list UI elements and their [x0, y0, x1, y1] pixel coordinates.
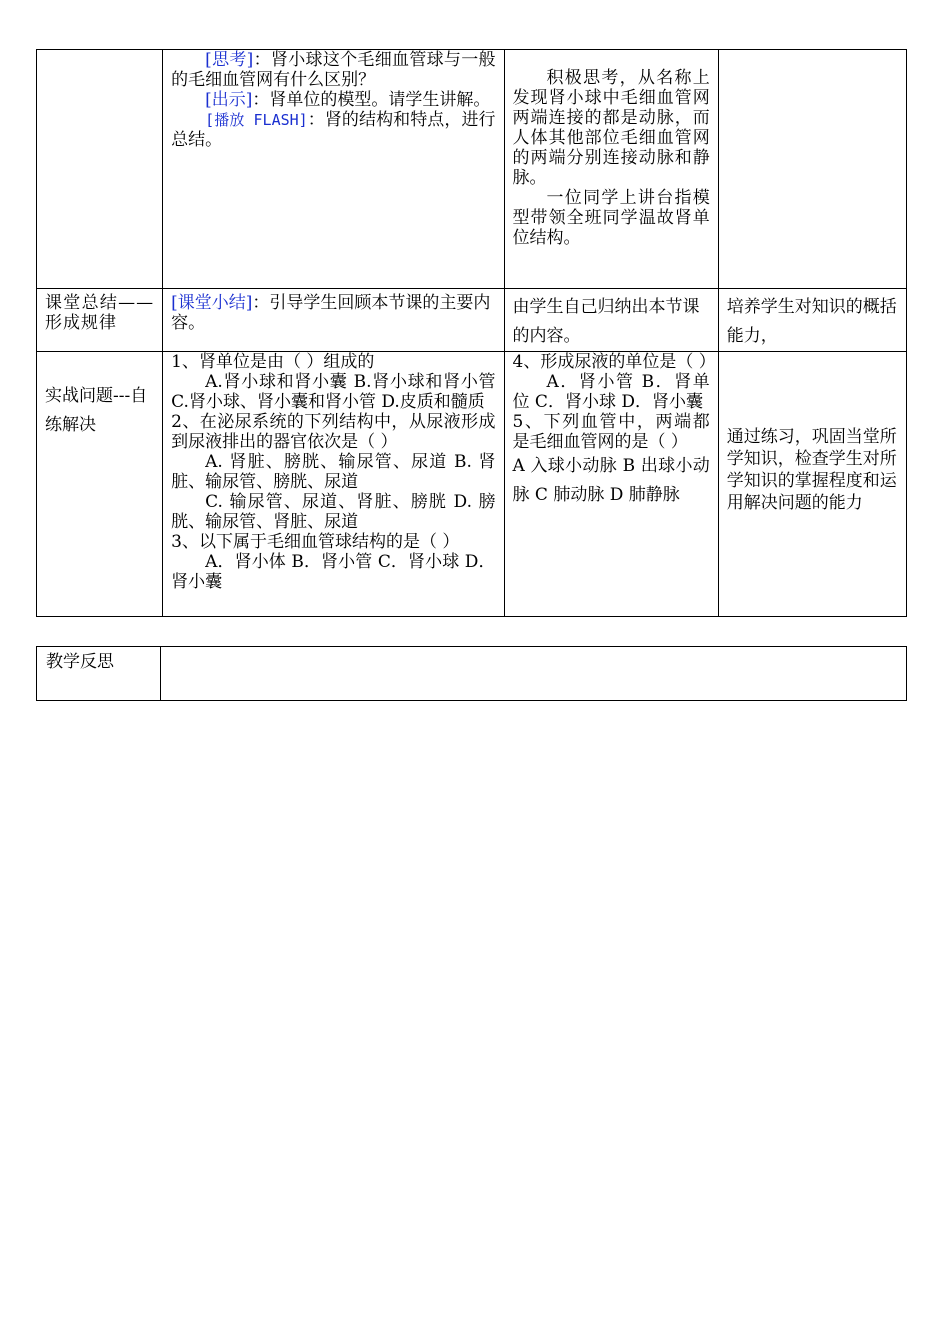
question-1: 1、肾单位是由（ ）组成的	[171, 352, 375, 372]
stage-label-summary: 课堂总结——形成规律	[45, 293, 155, 333]
play-flash: [播放 FLASH]：肾的结构和特点，进行总结。	[171, 110, 496, 150]
reflection-label: 教学反思	[46, 652, 114, 672]
question-1-options: A.肾小球和肾小囊 B.肾小球和肾小管 C.肾小球、肾小囊和肾小管 D.皮质和髓质	[171, 372, 496, 412]
question-2-options-ab: A. 肾脏、膀胱、输尿管、尿道 B. 肾脏、输尿管、膀胱、尿道	[171, 452, 496, 492]
cell-practice-questions-2	[504, 352, 718, 617]
summary-student-text: 由学生自己归纳出本节课的内容。	[512, 297, 700, 346]
cell-teacher-activity	[163, 50, 504, 289]
reflection-table	[36, 646, 907, 701]
table-row-practice	[37, 352, 907, 617]
think-prompt: [思考]：肾小球这个毛细血管球与一般的毛细血管网有什么区别？	[171, 50, 496, 90]
reflection-content[interactable]	[162, 648, 905, 654]
cell-practice-goal	[718, 352, 906, 617]
reflection-content-cell[interactable]	[161, 647, 907, 701]
student-thinking: 积极思考，从名称上发现肾小球中毛细血管网两端连接的都是动脉，而人体其他部位毛细血管网的两端分别连接动脉和静脉。	[512, 68, 710, 188]
cell-stage-empty	[37, 50, 163, 289]
question-4-options: A．肾小管 B．肾单位 C．肾小球 D．肾小囊	[512, 372, 710, 412]
question-3-options: A．肾小体 B．肾小管 C．肾小球 D．肾小囊	[171, 552, 496, 592]
student-demo: 一位同学上讲台指模型带领全班同学温故肾单位结构。	[512, 188, 710, 248]
cell-summary-teacher	[163, 289, 504, 352]
question-2-options-cd: C. 输尿管、尿道、肾脏、膀胱 D. 膀胱、输尿管、肾脏、尿道	[171, 492, 496, 532]
cell-stage-summary	[37, 289, 163, 352]
cell-summary-goal	[718, 289, 906, 352]
question-3: 3、以下属于毛细血管球结构的是（ ）	[171, 532, 460, 552]
stage-label-practice: 实战问题---自练解决	[45, 386, 148, 435]
lesson-plan-table	[36, 49, 907, 617]
cell-summary-student	[504, 289, 718, 352]
table-row-thinking	[37, 50, 907, 289]
cell-student-activity	[504, 50, 718, 289]
summary-goal-text: 培养学生对知识的概括能力，	[726, 297, 897, 346]
table-row-reflection	[37, 647, 907, 701]
practice-goal-text: 通过练习，巩固当堂所学知识，检查学生对所学知识的掌握程度和运用解决问题的能力	[726, 427, 897, 513]
cell-practice-questions-1	[163, 352, 504, 617]
cell-goal-empty	[718, 50, 906, 289]
cell-stage-practice	[37, 352, 163, 617]
question-4: 4、形成尿液的单位是（ ）	[512, 352, 716, 372]
summary-text: [课堂小结]：引导学生回顾本节课的主要内容。	[171, 293, 491, 333]
question-5: 5、下列血管中，两端都是毛细血管网的是（ ）	[512, 412, 710, 452]
show-model: [出示]：肾单位的模型。请学生讲解。	[205, 90, 491, 110]
question-5-options: A 入球小动脉 B 出球小动脉 C 肺动脉 D 肺静脉	[512, 456, 710, 505]
reflection-label-cell	[37, 647, 161, 701]
question-2: 2、在泌尿系统的下列结构中，从尿液形成到尿液排出的器官依次是（ ）	[171, 412, 496, 452]
table-row-summary	[37, 289, 907, 352]
